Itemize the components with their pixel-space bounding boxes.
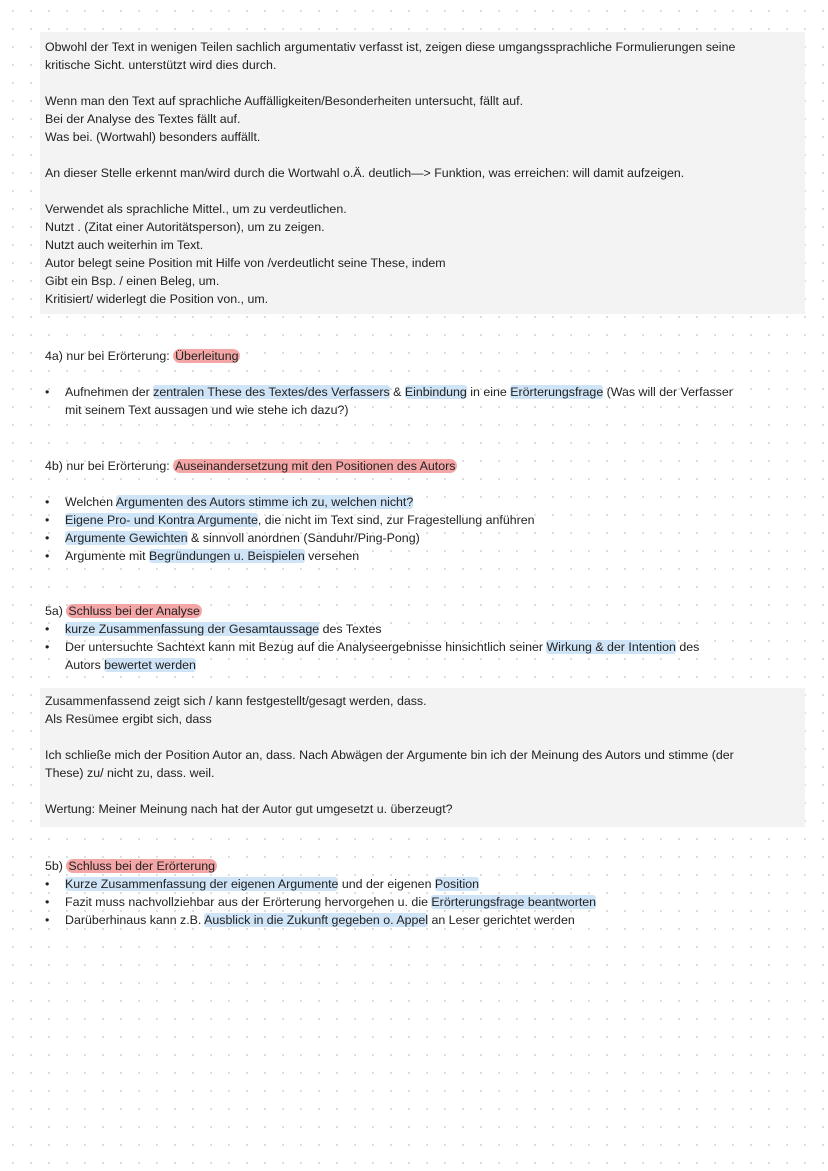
blank-line	[45, 365, 805, 383]
text-segment: an Leser gerichtet werden	[428, 913, 575, 927]
text-segment: Welchen	[65, 495, 116, 509]
bullet-item	[45, 911, 805, 929]
highlight-blue: Kurze Zusammenfassung der eigenen Argumente	[65, 877, 339, 891]
text-segment: Argumente mit	[65, 549, 150, 563]
text-line	[45, 236, 805, 254]
bullet-icon: •	[45, 495, 50, 509]
text-segment: kritische Sicht. unterstützt wird dies durch.	[45, 58, 277, 72]
section-5a	[45, 602, 805, 674]
highlight-red: Auseinandersetzung mit den Positionen des Autors	[175, 459, 456, 473]
text-segment: mit seinem Text aussagen und wie stehe ich dazu?)	[65, 403, 349, 417]
bullet-icon: •	[45, 913, 50, 927]
bullet-icon: •	[45, 622, 50, 636]
highlight-red: Schluss bei der Analyse	[68, 604, 200, 618]
bullet-item	[45, 383, 805, 401]
text-segment: 4a) nur bei Erörterung:	[45, 349, 174, 363]
text-line	[45, 290, 805, 308]
highlight-blue: Argumenten des Autors stimme ich zu, welchen nicht?	[115, 495, 414, 509]
text-line	[45, 164, 805, 182]
blank-line	[45, 74, 805, 92]
text-segment: Was bei. (Wortwahl) besonders auffällt.	[45, 130, 261, 144]
bullet-item	[45, 620, 805, 638]
text-segment: &	[389, 385, 405, 399]
blank-line	[45, 146, 805, 164]
text-segment: Aufnehmen der	[65, 385, 154, 399]
blank-line	[45, 182, 805, 200]
text-segment: Kritisiert/ widerlegt die Position von., um.	[45, 292, 269, 306]
bullet-icon: •	[45, 531, 50, 545]
highlight-blue: zentralen These des Textes/des Verfassers	[153, 385, 390, 399]
phrases-conclusion	[45, 692, 805, 818]
text-segment: Obwohl der Text in wenigen Teilen sachlich argumentativ verfasst ist, zeigen diese umgangssprachliche Formulierungen seine	[45, 40, 736, 54]
blank-line	[45, 475, 805, 493]
highlight-blue: Begründungen u. Beispielen	[149, 549, 305, 563]
text-segment: An dieser Stelle erkennt man/wird durch die Wortwahl o.Ä. deutlich—> Funktion, was erreichen: will damit aufzeigen.	[45, 166, 685, 180]
bullet-item	[45, 493, 805, 511]
bullet-continuation	[45, 656, 805, 674]
text-segment: Bei der Analyse des Textes fällt auf.	[45, 112, 241, 126]
section-heading	[45, 457, 805, 475]
bullet-item	[45, 547, 805, 565]
bullet-item	[45, 875, 805, 893]
text-line	[45, 218, 805, 236]
text-segment: und der eigenen	[338, 877, 435, 891]
text-line	[45, 602, 805, 620]
text-segment: These) zu/ nicht zu, dass. weil.	[45, 766, 215, 780]
section-heading	[45, 347, 805, 365]
text-line	[45, 38, 805, 56]
highlight-blue: Eigene Pro- und Kontra Argumente	[65, 513, 258, 527]
highlight-red: Schluss bei der Erörterung	[68, 859, 216, 873]
highlight-blue: Erörterungsfrage beantworten	[431, 895, 597, 909]
section-5b	[45, 857, 805, 929]
text-segment: Zusammenfassend zeigt sich / kann festgestellt/gesagt werden, dass.	[45, 694, 427, 708]
text-segment: 5a)	[45, 604, 67, 618]
text-segment: Nutzt auch weiterhin im Text.	[45, 238, 204, 252]
text-line	[45, 92, 805, 110]
text-line	[45, 254, 805, 272]
text-line	[45, 110, 805, 128]
bullet-item	[45, 529, 805, 547]
bullet-item	[45, 511, 805, 529]
bullet-item	[45, 893, 805, 911]
bullet-icon: •	[45, 877, 50, 891]
text-line	[45, 692, 805, 710]
highlight-red: Überleitung	[175, 349, 239, 363]
text-segment: Der untersuchte Sachtext kann mit Bezug auf die Analyseergebnisse hinsichtlich seiner	[65, 640, 547, 654]
highlight-blue: Wirkung & der Intention	[546, 640, 676, 654]
blank-line	[45, 728, 805, 746]
text-segment: Fazit muss nachvollziehbar aus der Erörterung hervorgehen u. die	[65, 895, 432, 909]
text-segment: Ich schließe mich der Position Autor an, dass. Nach Abwägen der Argumente bin ich der Meinung des Autors und stimme (der	[45, 748, 734, 762]
text-line	[45, 56, 805, 74]
highlight-blue: Erörterungsfrage	[510, 385, 604, 399]
text-line	[45, 128, 805, 146]
text-segment: Als Resümee ergibt sich, dass	[45, 712, 212, 726]
text-segment: & sinnvoll anordnen (Sanduhr/Ping-Pong)	[187, 531, 420, 545]
text-segment: Nutzt . (Zitat einer Autoritätsperson), um zu zeigen.	[45, 220, 325, 234]
text-line	[45, 746, 805, 764]
text-segment: Gibt ein Bsp. / einen Beleg, um.	[45, 274, 220, 288]
blank-line	[45, 782, 805, 800]
text-segment: Wenn man den Text auf sprachliche Auffälligkeiten/Besonderheiten untersucht, fällt auf.	[45, 94, 524, 108]
bullet-icon: •	[45, 895, 50, 909]
text-segment: 5b)	[45, 859, 67, 873]
text-segment: 4b) nur bei Erörterung:	[45, 459, 174, 473]
text-line	[45, 710, 805, 728]
text-segment: Darüberhinaus kann z.B.	[65, 913, 205, 927]
text-segment: versehen	[304, 549, 360, 563]
highlight-blue: Einbindung	[404, 385, 467, 399]
text-segment: Autors	[65, 658, 105, 672]
text-line	[45, 272, 805, 290]
text-line	[45, 200, 805, 218]
highlight-blue: Argumente Gewichten	[65, 531, 188, 545]
text-line	[45, 800, 805, 818]
text-segment: Verwendet als sprachliche Mittel., um zu verdeutlichen.	[45, 202, 347, 216]
section-4b	[45, 457, 805, 565]
text-segment: des Textes	[319, 622, 382, 636]
phrases-analysis	[45, 38, 805, 308]
bullet-continuation	[45, 401, 805, 419]
bullet-item	[45, 638, 805, 656]
text-line	[45, 764, 805, 782]
text-segment: , die nicht im Text sind, zur Fragestellung anführen	[257, 513, 535, 527]
bullet-icon: •	[45, 513, 50, 527]
highlight-blue: kurze Zusammenfassung der Gesamtaussage	[65, 622, 320, 636]
text-segment: des	[675, 640, 700, 654]
text-segment: Autor belegt seine Position mit Hilfe von /verdeutlicht seine These, indem	[45, 256, 446, 270]
highlight-blue: Ausblick in die Zukunft gegeben o. Appel	[204, 913, 429, 927]
bullet-icon: •	[45, 640, 50, 654]
bullet-icon: •	[45, 385, 50, 399]
highlight-blue: bewertet werden	[104, 658, 196, 672]
text-segment: in eine	[466, 385, 511, 399]
section-heading	[45, 857, 805, 875]
text-segment: Wertung: Meiner Meinung nach hat der Autor gut umgesetzt u. überzeugt?	[45, 802, 453, 816]
bullet-icon: •	[45, 549, 50, 563]
highlight-blue: Position	[434, 877, 479, 891]
section-4a	[45, 347, 805, 419]
text-segment: (Was will der Verfasser	[603, 385, 733, 399]
